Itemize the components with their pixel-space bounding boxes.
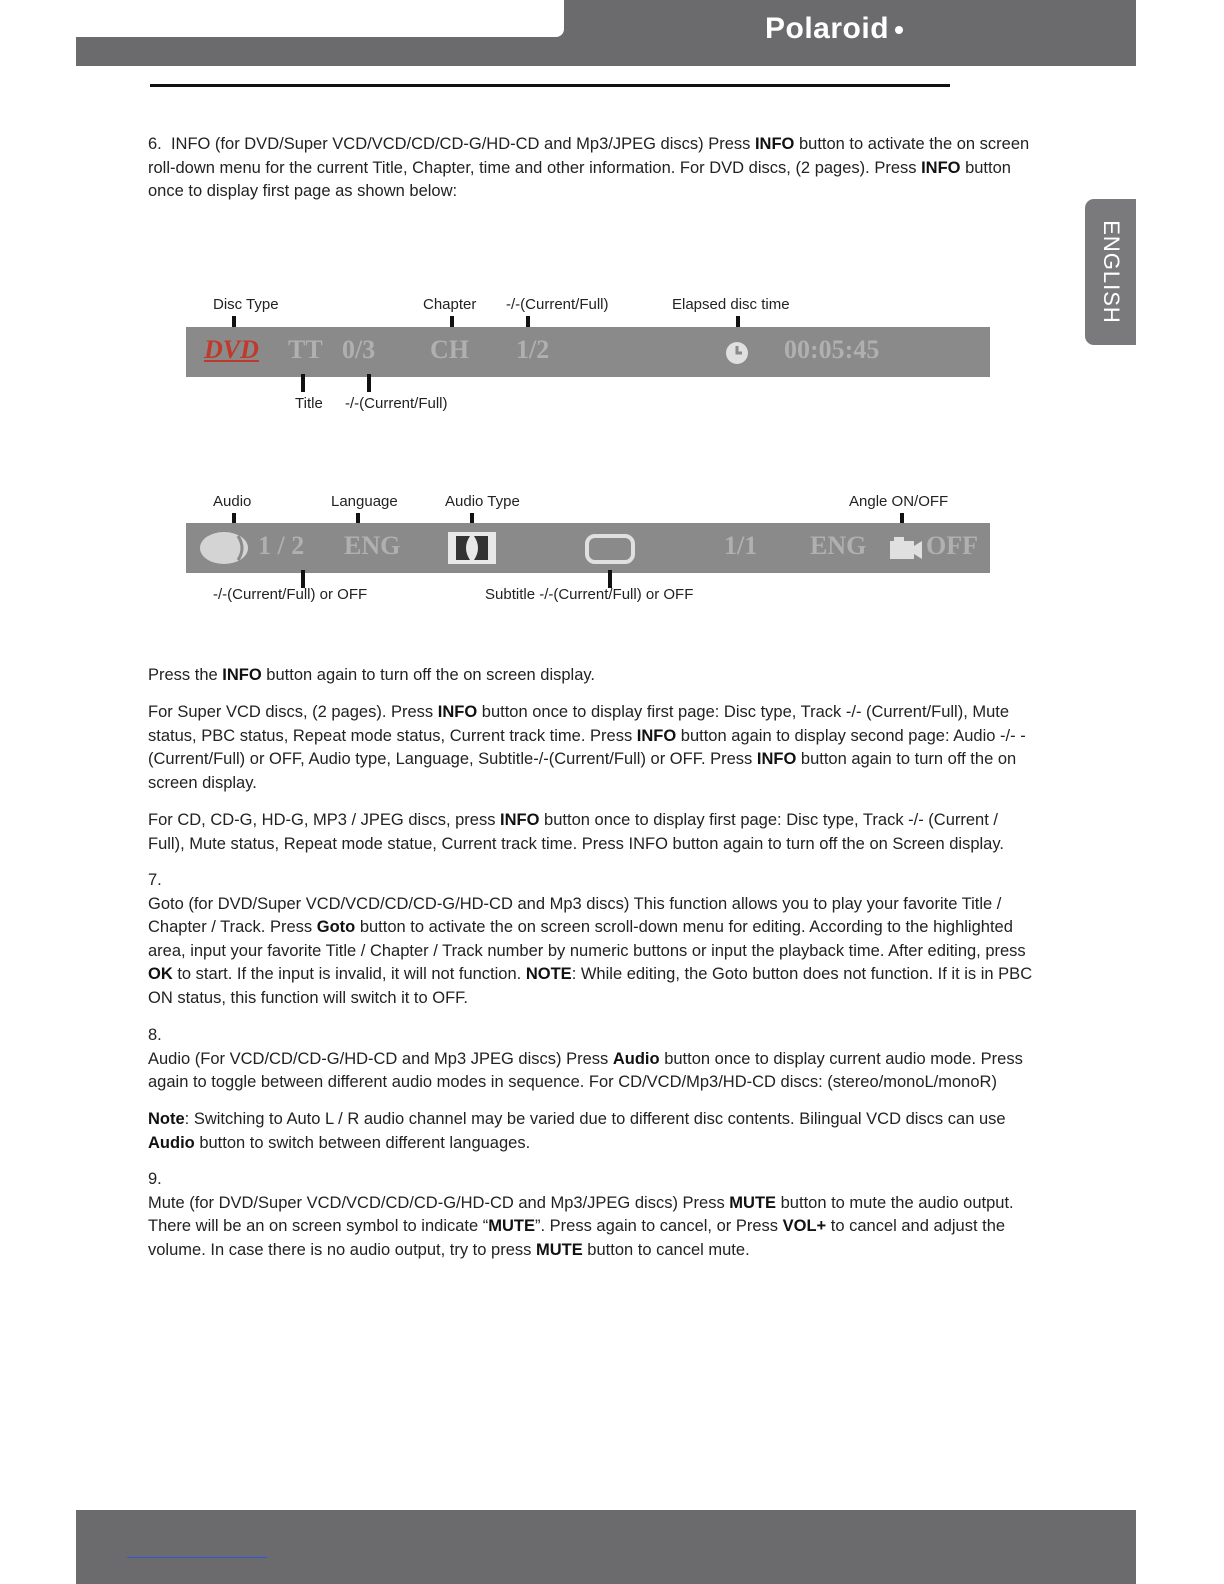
section-number: 7.	[148, 871, 162, 889]
text-run: Goto (for DVD/Super VCD/VCD/CD/CD-G/HD-CD and Mp3 discs) This function allows you to play your favorite Title / Chapter / Track. Press	[148, 894, 1002, 936]
text-run: Press the	[148, 666, 223, 684]
section-number: 8.	[148, 1026, 162, 1044]
text-run: button once to display current audio mode. Press again to toggle between different audio modes in sequence. For CD/VCD/Mp3/HD-CD discs: (stereo/monoL/monoR)	[148, 1049, 1023, 1091]
pointer-tick	[301, 374, 305, 392]
text-run: Mute (for DVD/Super VCD/VCD/CD/CD-G/HD-CD and Mp3/JPEG discs) Press	[148, 1193, 730, 1212]
camera-angle-icon	[888, 535, 924, 563]
bold-run: INFO	[921, 158, 961, 177]
bold-run: Audio	[148, 1133, 195, 1152]
text-run: button again to turn off the on screen display.	[148, 750, 1017, 792]
footer-link-underline	[127, 1557, 267, 1558]
osd-bar-page-2	[186, 523, 990, 573]
clock-icon	[724, 340, 750, 366]
osd-chapter-count: 1/2	[516, 335, 550, 364]
header-rule	[150, 84, 950, 87]
speaker-icon	[198, 530, 252, 566]
label-language: Language	[331, 493, 398, 510]
bold-run: MUTE	[729, 1193, 777, 1212]
label-audio-type: Audio Type	[445, 493, 520, 510]
bold-run: MUTE	[488, 1217, 535, 1235]
text-run: to cancel and adjust the volume. In case there is no audio output, try to press	[148, 1217, 1006, 1259]
text-run: For Super VCD discs, (2 pages). Press	[148, 703, 438, 721]
section-9-text	[148, 1168, 1033, 1262]
text-run: button to switch between different languages.	[194, 1133, 531, 1152]
para-info-again	[148, 664, 1033, 688]
text-run: For CD, CD-G, HD-G, MP3 / JPEG discs, press	[148, 811, 501, 829]
label-angle: Angle ON/OFF	[849, 493, 949, 510]
bold-run: OK	[148, 965, 173, 983]
para-cd	[148, 809, 1033, 856]
subtitle-icon	[584, 533, 636, 565]
bold-run: MUTE	[535, 1240, 583, 1259]
text-run: button to activate the on screen scroll-down menu for editing. According to the highlighted area, input your favorite Title / Chapter / Track number by numeric buttons or input the playback time. After editing, press	[148, 918, 1026, 960]
brand-name: Polaroid	[765, 12, 890, 45]
text-run: button again to display second page: Audio -/- -(Current/Full) or OFF, Audio type, Language, Subtitle-/-(Current/Full) or OFF. Press	[148, 726, 1026, 768]
bold-run: Note	[148, 1110, 185, 1128]
osd-angle: OFF	[926, 531, 978, 560]
label-chapter: Chapter	[423, 296, 477, 313]
text-run: button again to turn off the on screen display.	[261, 666, 595, 684]
bold-run: INFO	[756, 750, 797, 768]
label-disc-type: Disc Type	[213, 296, 279, 313]
text-run: : Switching to Auto L / R audio channel may be varied due to different disc contents. Bilingual VCD discs can use	[184, 1110, 1006, 1128]
text-run: button once to display first page: Disc type, Track -/- (Current/Full), Mute status, PBC status, Repeat mode status, Current track time. Press	[148, 703, 1010, 745]
language-tab	[1085, 199, 1136, 345]
section-8-text	[148, 1024, 1033, 1095]
text-run: Audio (For VCD/CD/CD-G/HD-CD and Mp3 JPEG discs) Press	[148, 1049, 613, 1068]
label-audio-current: -/-(Current/Full) or OFF	[213, 586, 368, 603]
footer-bar	[76, 1510, 1136, 1584]
osd-chapter-label: CH	[430, 335, 469, 364]
osd-elapsed-time: 00:05:45	[784, 335, 880, 364]
bold-run: VOL+	[782, 1217, 827, 1235]
text-run: button once to display first page as shown below:	[148, 158, 1011, 200]
label-chapter-current: -/-(Current/Full)	[506, 296, 609, 313]
osd-subtitle-count: 1/1	[724, 531, 758, 560]
label-elapsed-time: Elapsed disc time	[672, 296, 790, 313]
bold-run: NOTE	[525, 965, 572, 983]
para-super-vcd	[148, 701, 1033, 795]
text-run: button to cancel mute.	[582, 1240, 750, 1259]
osd-audio-count: 1 / 2	[258, 531, 305, 560]
brand-dot	[895, 26, 903, 34]
section-6-text	[148, 133, 1033, 204]
osd-subtitle-language: ENG	[810, 531, 867, 560]
section-number: 6.	[148, 135, 162, 153]
label-title-current: -/-(Current/Full)	[345, 395, 448, 412]
brand-logo	[765, 12, 903, 46]
section-7-text	[148, 869, 1033, 1010]
text-run: button to activate the on screen roll-down menu for the current Title, Chapter, time and other information. For DVD discs, (2 pages). Press	[148, 135, 1030, 177]
section-number: 9.	[148, 1170, 162, 1188]
osd-disc-type: DVD	[204, 335, 259, 364]
note-8-text	[148, 1108, 1033, 1155]
text-run: button once to display first page: Disc type, Track -/- (Current / Full), Mute status, Repeat mode statue, Current track time. Press INFO button again to turn off the on Screen display.	[148, 811, 1004, 853]
osd-title-label: TT	[288, 335, 323, 364]
bold-run: INFO	[754, 135, 795, 153]
bold-run: INFO	[500, 811, 540, 829]
bold-run: INFO	[222, 666, 262, 684]
osd-language: ENG	[344, 531, 401, 560]
label-audio: Audio	[213, 493, 252, 510]
label-subtitle: Subtitle -/-(Current/Full) or OFF	[485, 586, 694, 603]
label-title: Title	[295, 395, 323, 412]
text-run: button to mute the audio output. There will be an on screen symbol to indicate “	[148, 1193, 1014, 1235]
dolby-icon	[448, 532, 496, 564]
text-run: INFO (for DVD/Super VCD/VCD/CD/CD-G/HD-CD and Mp3/JPEG discs) Press	[170, 135, 755, 153]
header-tab	[76, 0, 564, 37]
bold-run: INFO	[636, 726, 677, 745]
language-tab-label: ENGLISH	[1098, 220, 1124, 324]
osd-bar-page-1	[186, 327, 990, 377]
text-run: : While editing, the Goto button does not function. If it is in PBC ON status, this function will switch it to OFF.	[148, 965, 1033, 1007]
bold-run: Audio	[612, 1049, 660, 1068]
text-run: ”. Press again to cancel, or Press	[535, 1217, 783, 1235]
bold-run: Goto	[316, 918, 356, 936]
bold-run: INFO	[437, 703, 478, 721]
pointer-tick	[367, 374, 371, 392]
text-run: to start. If the input is invalid, it will not function.	[172, 965, 526, 983]
osd-title-count: 0/3	[342, 335, 376, 364]
